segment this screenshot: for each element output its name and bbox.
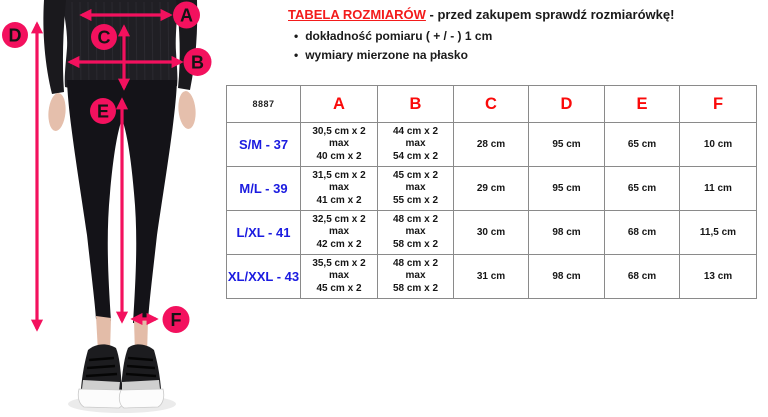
cell-c: 30 cm [454, 211, 529, 255]
cell-b: 48 cm x 2 max 58 cm x 2 [378, 211, 454, 255]
cell-c: 29 cm [454, 167, 529, 211]
cell-f: 10 cm [680, 123, 757, 167]
column-b: B [378, 86, 454, 123]
cell-e: 68 cm [605, 255, 680, 299]
cell-f: 11,5 cm [680, 211, 757, 255]
cell-a: 30,5 cm x 2 max 40 cm x 2 [301, 123, 378, 167]
title-rest: - przed zakupem sprawdź rozmiarówkę! [425, 7, 675, 22]
note-accuracy: • dokładność pomiaru ( + / - ) 1 cm [294, 29, 758, 43]
measure-label-d: D [8, 25, 22, 46]
column-a: A [301, 86, 378, 123]
column-e: E [605, 86, 680, 123]
cell-d: 95 cm [529, 123, 605, 167]
cell-e: 65 cm [605, 167, 680, 211]
measure-label-b: B [191, 52, 204, 73]
cell-f: 11 cm [680, 167, 757, 211]
size-guide-header [288, 7, 758, 67]
column-d: D [529, 86, 605, 123]
cell-a: 31,5 cm x 2 max 41 cm x 2 [301, 167, 378, 211]
table-header-row [227, 86, 757, 123]
cell-d: 98 cm [529, 211, 605, 255]
cell-d: 98 cm [529, 255, 605, 299]
cell-b: 44 cm x 2 max 54 cm x 2 [378, 123, 454, 167]
size-label: L/XL - 41 [227, 211, 301, 255]
size-label: XL/XXL - 43 [227, 255, 301, 299]
size-label: M/L - 39 [227, 167, 301, 211]
cell-c: 31 cm [454, 255, 529, 299]
note-flat-measure: • wymiary mierzone na płasko [294, 48, 758, 62]
page-title [288, 7, 758, 22]
measurement-diagram [0, 0, 225, 417]
cell-c: 28 cm [454, 123, 529, 167]
product-code: 8887 [227, 86, 301, 123]
product-photo [0, 0, 225, 417]
cell-a: 35,5 cm x 2 max 45 cm x 2 [301, 255, 378, 299]
cell-d: 95 cm [529, 167, 605, 211]
cell-a: 32,5 cm x 2 max 42 cm x 2 [301, 211, 378, 255]
measure-label-c: C [97, 27, 111, 48]
measure-label-a: A [180, 5, 193, 26]
table-row-lxl [227, 211, 757, 255]
table-row-xlxxl [227, 255, 757, 299]
table-row-ml [227, 167, 757, 211]
size-table [226, 85, 757, 299]
measure-label-e: E [96, 101, 110, 122]
cell-f: 13 cm [680, 255, 757, 299]
column-f: F [680, 86, 757, 123]
cell-b: 45 cm x 2 max 55 cm x 2 [378, 167, 454, 211]
cell-b: 48 cm x 2 max 58 cm x 2 [378, 255, 454, 299]
table-row-sm [227, 123, 757, 167]
measure-label-f: F [170, 310, 182, 330]
column-c: C [454, 86, 529, 123]
title-highlight: TABELA ROZMIARÓW [288, 7, 426, 22]
size-label: S/M - 37 [227, 123, 301, 167]
measurement-notes [294, 29, 758, 62]
cell-e: 68 cm [605, 211, 680, 255]
cell-e: 65 cm [605, 123, 680, 167]
